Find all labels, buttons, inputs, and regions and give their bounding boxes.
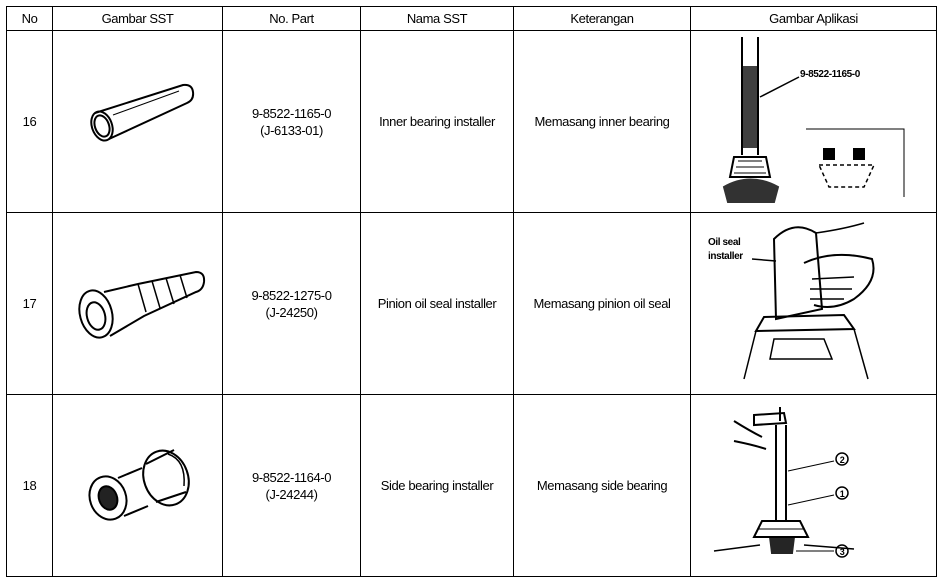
table-row (7, 395, 937, 577)
header-no: No (7, 7, 53, 31)
header-row (7, 7, 937, 31)
row-number: 18 (7, 395, 53, 577)
tool-name: Pinion oil seal installer (361, 213, 514, 395)
inner-bearing-installer-illustration (73, 77, 203, 167)
sst-table (6, 6, 937, 577)
pinion-oil-seal-installer-illustration (68, 254, 208, 354)
tool-illustration-cell (53, 395, 223, 577)
part-number-cell (223, 31, 361, 213)
application-illustration-cell (691, 395, 937, 577)
tool-name: Inner bearing installer (361, 31, 514, 213)
part-number-cell (223, 213, 361, 395)
header-gambar-aplikasi: Gambar Aplikasi (691, 7, 937, 31)
header-nama-sst: Nama SST (361, 7, 514, 31)
part-ref: (J-24244) (265, 486, 318, 502)
tool-description: Memasang pinion oil seal (514, 213, 691, 395)
side-bearing-application-illustration (704, 401, 924, 571)
application-callout: 9-8522-1165-0 (799, 68, 860, 80)
part-number: 9-8522-1275-0 (251, 287, 332, 303)
tool-description: Memasang side bearing (514, 395, 691, 577)
side-bearing-installer-illustration (78, 436, 198, 536)
application-callout-line-1: Oil seal (707, 236, 740, 248)
part-number: 9-8522-1165-0 (251, 105, 332, 121)
application-illustration-cell (691, 31, 937, 213)
tool-name: Side bearing installer (361, 395, 514, 577)
tool-description: Memasang inner bearing (514, 31, 691, 213)
tool-illustration-cell (53, 213, 223, 395)
application-callout-line-2: installer (707, 250, 743, 262)
row-number: 16 (7, 31, 53, 213)
callout-1-label: 1 (839, 488, 844, 499)
header-gambar-sst: Gambar SST (53, 7, 223, 31)
part-number: 9-8522-1164-0 (251, 469, 332, 485)
inner-bearing-application-illustration (704, 37, 924, 207)
header-keterangan: Keterangan (514, 7, 691, 31)
part-ref: (J-24250) (265, 304, 318, 320)
application-illustration-cell (691, 213, 937, 395)
callout-2-label: 2 (839, 454, 844, 465)
tool-illustration-cell (53, 31, 223, 213)
part-number-cell (223, 395, 361, 577)
table-row (7, 31, 937, 213)
table-row (7, 213, 937, 395)
header-no-part: No. Part (223, 7, 361, 31)
callout-3-label: 3 (839, 546, 844, 557)
row-number: 17 (7, 213, 53, 395)
part-ref: (J-6133-01) (260, 122, 323, 138)
pinion-oil-seal-application-illustration (704, 219, 924, 389)
